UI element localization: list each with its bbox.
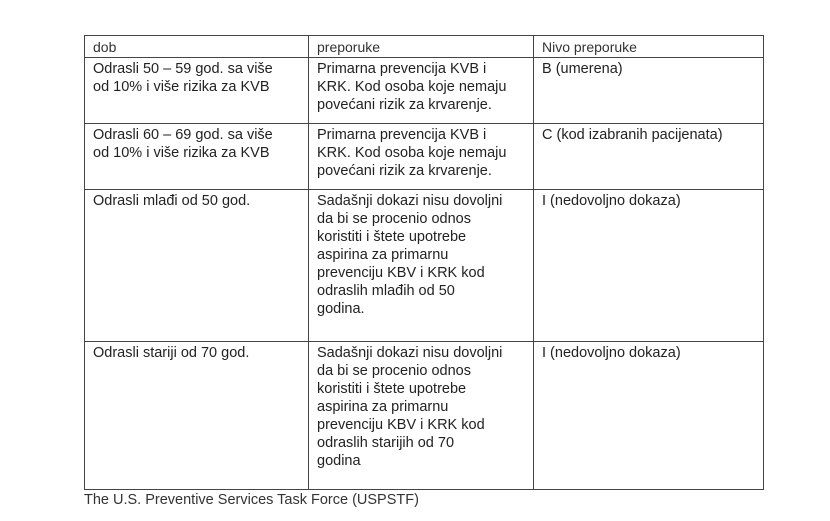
table-row [85, 342, 764, 490]
age-cell: Odrasli 60 – 69 god. sa više od 10% i više rizika za KVB [85, 124, 309, 190]
recommendation-cell: Primarna prevencija KVB i KRK. Kod osoba koje nemaju povećani rizik za krvarenje. [309, 124, 534, 190]
age-cell: Odrasli stariji od 70 god. [85, 342, 309, 490]
recommendation-cell: Primarna prevencija KVB i KRK. Kod osoba koje nemaju povećani rizik za krvarenje. [309, 58, 534, 124]
table-row [85, 58, 764, 124]
recommendation-table-container [84, 35, 763, 490]
source-caption: The U.S. Preventive Services Task Force (USPSTF) [84, 492, 419, 508]
recommendation-cell: Sadašnji dokazi nisu dovoljni da bi se procenio odnos koristiti i štete upotrebe aspirina za primarnu prevenciju KBV i KRK kod odraslih mlađih od 50 godina. [309, 190, 534, 342]
level-cell: I (nedovoljno dokaza) [534, 342, 764, 490]
level-cell: C (kod izabranih pacijenata) [534, 124, 764, 190]
header-recommendation: preporuke [309, 36, 534, 58]
table-row [85, 190, 764, 342]
recommendation-cell: Sadašnji dokazi nisu dovoljni da bi se procenio odnos koristiti i štete upotrebe aspirina za primarnu prevenciju KBV i KRK kod odraslih starijih od 70 godina [309, 342, 534, 490]
header-age: dob [85, 36, 309, 58]
recommendation-table [84, 35, 764, 490]
level-cell: B (umerena) [534, 58, 764, 124]
table-header-row [85, 36, 764, 58]
age-cell: Odrasli 50 – 59 god. sa više od 10% i više rizika za KVB [85, 58, 309, 124]
header-level: Nivo preporuke [534, 36, 764, 58]
level-cell: I (nedovoljno dokaza) [534, 190, 764, 342]
table-row [85, 124, 764, 190]
age-cell: Odrasli mlađi od 50 god. [85, 190, 309, 342]
